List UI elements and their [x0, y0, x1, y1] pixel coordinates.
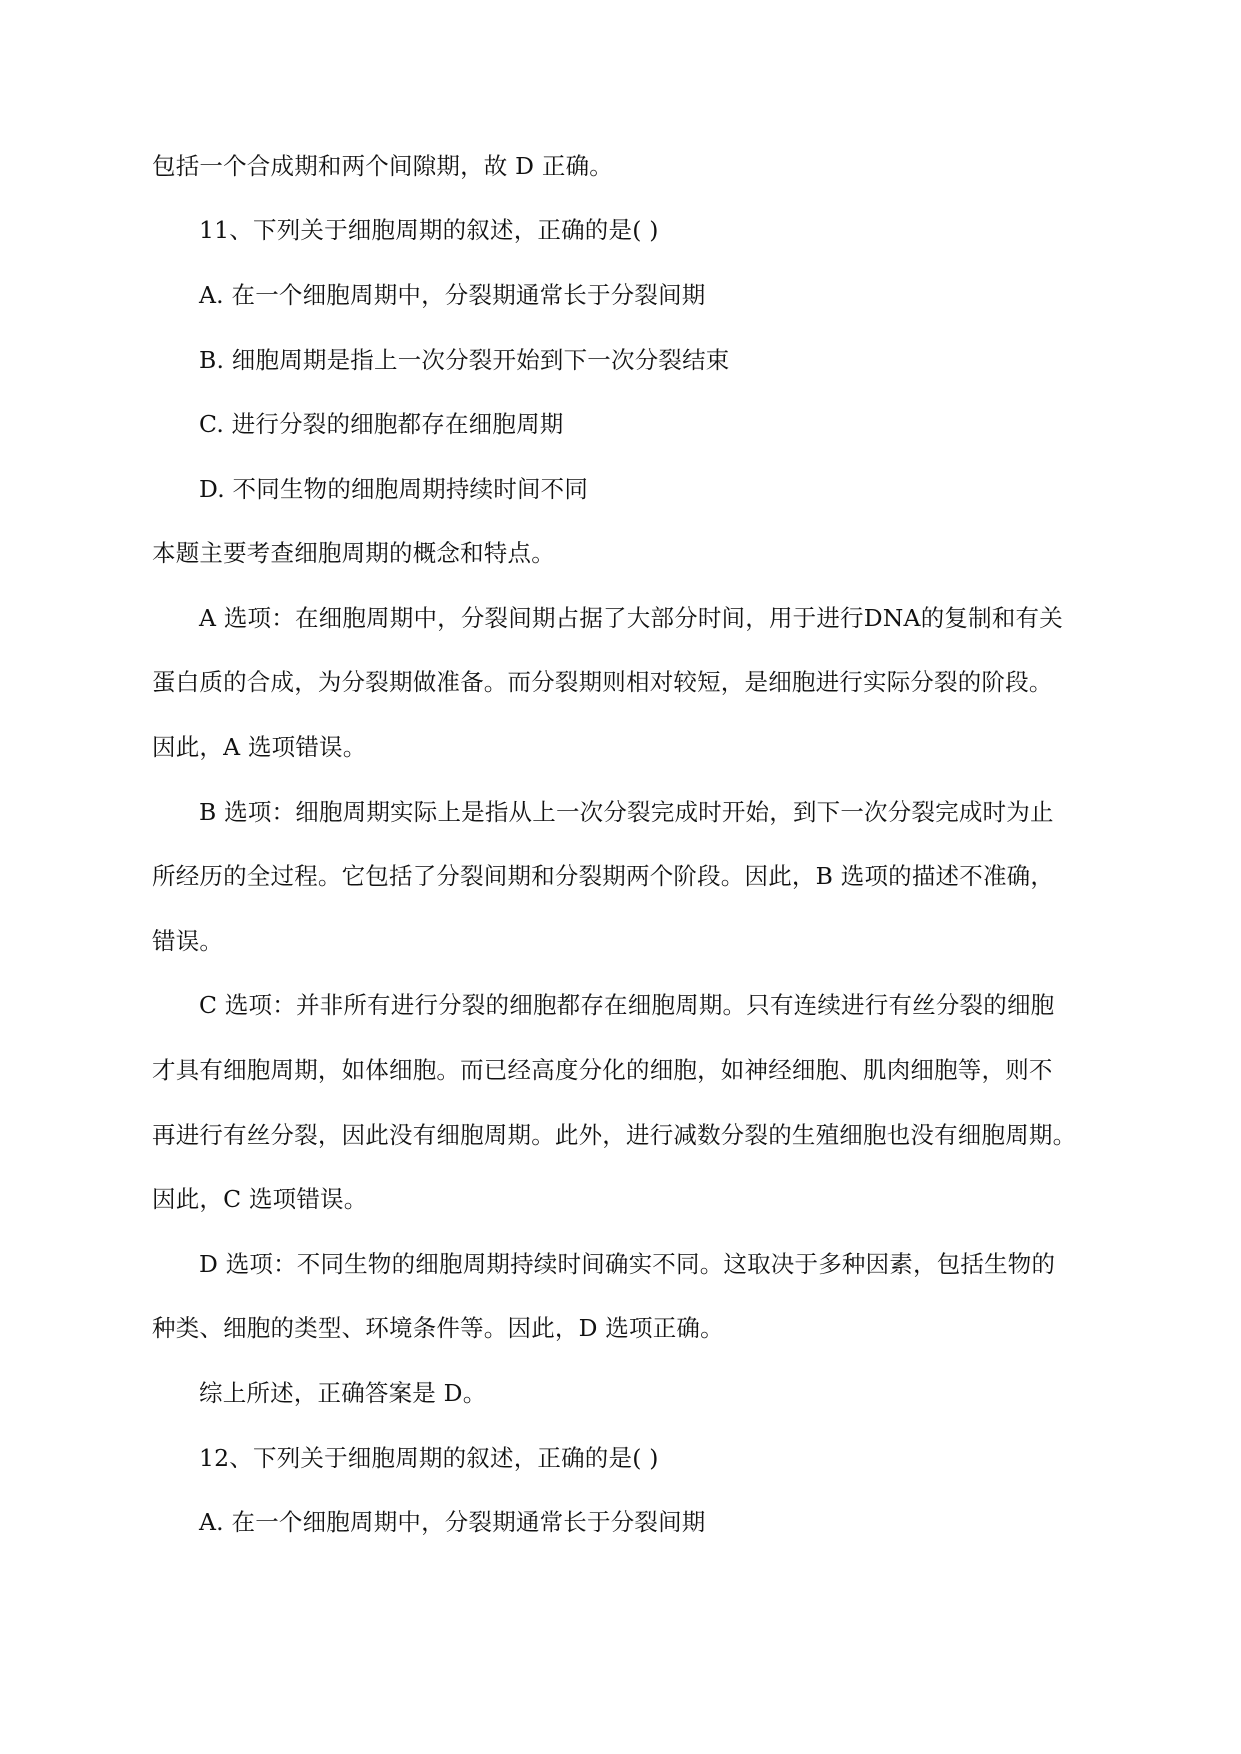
analysis-c-line-1: C 选项：并非所有进行分裂的细胞都存在细胞周期。只有连续进行有丝分裂的细胞 — [199, 991, 1055, 1019]
analysis-d-line-1: D 选项：不同生物的细胞周期持续时间确实不同。这取决于多种因素，包括生物的 — [199, 1250, 1056, 1278]
answer-summary: 综上所述，正确答案是 D。 — [199, 1379, 487, 1407]
analysis-intro: 本题主要考查细胞周期的概念和特点。 — [152, 539, 555, 567]
question-11-option-c: C. 进行分裂的细胞都存在细胞周期 — [199, 410, 564, 438]
analysis-c-line-4: 因此，C 选项错误。 — [152, 1185, 368, 1213]
question-11-stem: 11、下列关于细胞周期的叙述，正确的是( ) — [199, 216, 659, 244]
question-12-stem: 12、下列关于细胞周期的叙述，正确的是( ) — [199, 1444, 659, 1472]
analysis-a-line-2: 蛋白质的合成，为分裂期做准备。而分裂期则相对较短，是细胞进行实际分裂的阶段。 — [152, 668, 1053, 696]
analysis-c-line-2: 才具有细胞周期，如体细胞。而已经高度分化的细胞，如神经细胞、肌肉细胞等，则不 — [152, 1056, 1053, 1084]
analysis-a-line-3: 因此，A 选项错误。 — [152, 733, 367, 761]
analysis-b-line-2: 所经历的全过程。它包括了分裂间期和分裂期两个阶段。因此，B 选项的描述不准确， — [152, 862, 1055, 890]
analysis-c-line-3: 再进行有丝分裂，因此没有细胞周期。此外，进行减数分裂的生殖细胞也没有细胞周期。 — [152, 1121, 1077, 1149]
question-11-option-b: B. 细胞周期是指上一次分裂开始到下一次分裂结束 — [199, 346, 730, 374]
question-12-option-a: A. 在一个细胞周期中，分裂期通常长于分裂间期 — [199, 1508, 706, 1536]
analysis-b-line-1: B 选项：细胞周期实际上是指从上一次分裂完成时开始，到下一次分裂完成时为止 — [199, 798, 1054, 826]
analysis-a-line-1: A 选项：在细胞周期中，分裂间期占据了大部分时间，用于进行DNA的复制和有关 — [199, 604, 1063, 632]
text-line: 包括一个合成期和两个间隙期，故 D 正确。 — [152, 152, 613, 180]
question-11-option-d: D. 不同生物的细胞周期持续时间不同 — [199, 475, 589, 503]
analysis-d-line-2: 种类、细胞的类型、环境条件等。因此，D 选项正确。 — [152, 1314, 724, 1342]
analysis-b-line-3: 错误。 — [152, 927, 224, 955]
question-11-option-a: A. 在一个细胞周期中，分裂期通常长于分裂间期 — [199, 281, 706, 309]
